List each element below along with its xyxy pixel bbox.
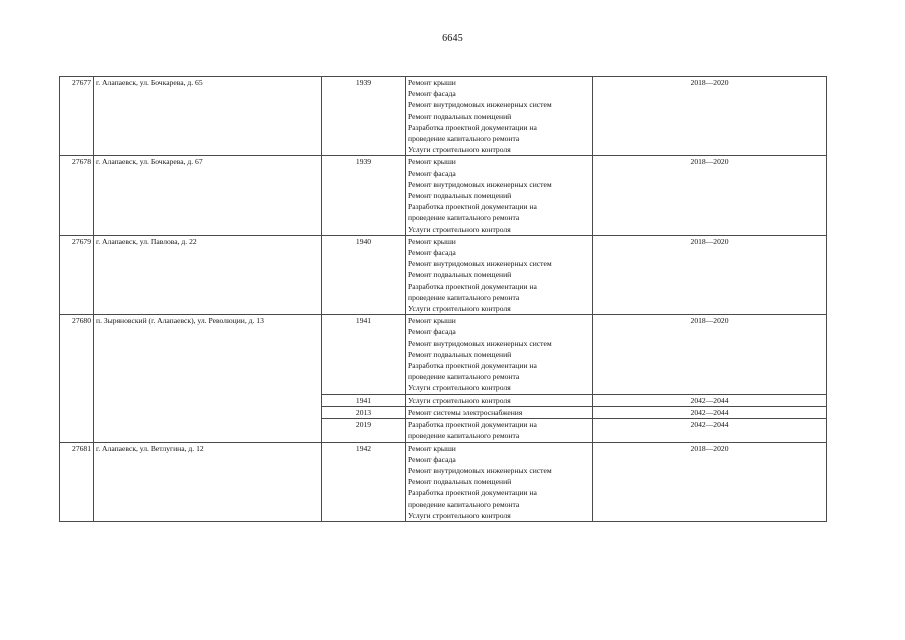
row-number: 27681 [60, 442, 94, 521]
work-item: Разработка проектной документации на [408, 202, 537, 212]
year-cell: 1941 [322, 315, 406, 394]
work-item: проведение капитального ремонта [408, 431, 520, 441]
work-item: Ремонт подвальных помещений [408, 349, 512, 359]
work-item: проведение капитального ремонта [408, 213, 520, 223]
address-cell: г. Алапаевск, ул. Бочкарева, д. 65 [94, 77, 322, 156]
works-cell [406, 235, 593, 314]
year-cell: 1941 [322, 394, 406, 406]
table-row [60, 315, 827, 394]
work-item: Ремонт подвальных помещений [408, 477, 512, 487]
year-cell: 1939 [322, 77, 406, 156]
registry-table-body [60, 77, 827, 522]
work-item: Разработка проектной документации на [408, 420, 537, 430]
work-item: Разработка проектной документации на [408, 361, 537, 371]
work-item: Ремонт крыши [408, 157, 456, 167]
row-number: 27678 [60, 156, 94, 235]
page-number: 6645 [442, 33, 463, 44]
row-number: 27680 [60, 315, 94, 442]
row-number: 27679 [60, 235, 94, 314]
work-item: Ремонт фасада [408, 89, 456, 99]
work-item: Услуги строительного контроля [408, 224, 511, 234]
work-item: Ремонт подвальных помещений [408, 111, 512, 121]
works-cell [406, 156, 593, 235]
work-item: Разработка проектной документации на [408, 122, 537, 132]
year-cell: 2019 [322, 419, 406, 442]
works-cell [406, 77, 593, 156]
work-item: проведение капитального ремонта [408, 292, 520, 302]
table-row [60, 442, 827, 521]
table-row [60, 235, 827, 314]
address-cell: г. Алапаевск, ул. Ветлугина, д. 12 [94, 442, 322, 521]
period-cell: 2018—2020 [593, 77, 827, 156]
work-item: Ремонт крыши [408, 78, 456, 87]
work-item: Ремонт системы электроснабжения [408, 407, 523, 417]
period-cell: 2042—2044 [593, 419, 827, 442]
work-item: Ремонт фасада [408, 454, 456, 464]
period-cell: 2018—2020 [593, 156, 827, 235]
address-cell: г. Алапаевск, ул. Павлова, д. 22 [94, 235, 322, 314]
work-item: Ремонт крыши [408, 443, 456, 453]
row-number: 27677 [60, 77, 94, 156]
registry-table [59, 76, 827, 522]
work-item: Услуги строительного контроля [408, 145, 511, 155]
work-item: Ремонт внутридомовых инженерных систем [408, 100, 552, 110]
work-item: проведение капитального ремонта [408, 499, 520, 509]
period-cell: 2042—2044 [593, 406, 827, 418]
works-cell [406, 315, 593, 394]
period-cell: 2018—2020 [593, 235, 827, 314]
year-cell: 2013 [322, 406, 406, 418]
period-cell: 2018—2020 [593, 315, 827, 394]
work-item: Ремонт крыши [408, 316, 456, 326]
work-item: Ремонт внутридомовых инженерных систем [408, 179, 552, 189]
address-cell: п. Зыряновский (г. Алапаевск), ул. Революции, д. 13 [94, 315, 322, 442]
works-cell [406, 442, 593, 521]
work-item: Разработка проектной документации на [408, 488, 537, 498]
works-cell [406, 406, 593, 418]
work-item: Ремонт подвальных помещений [408, 191, 512, 201]
work-item: Ремонт внутридомовых инженерных систем [408, 259, 552, 269]
work-item: проведение капитального ремонта [408, 134, 520, 144]
work-item: Ремонт фасада [408, 168, 456, 178]
table-row [60, 156, 827, 235]
work-item: Ремонт внутридомовых инженерных систем [408, 465, 552, 475]
works-cell [406, 419, 593, 442]
year-cell: 1939 [322, 156, 406, 235]
work-item: проведение капитального ремонта [408, 372, 520, 382]
work-item: Ремонт крыши [408, 236, 456, 246]
period-cell: 2042—2044 [593, 394, 827, 406]
work-item: Разработка проектной документации на [408, 281, 537, 291]
work-item: Услуги строительного контроля [408, 383, 511, 393]
work-item: Услуги строительного контроля [408, 510, 511, 520]
table-row [60, 77, 827, 156]
period-cell: 2018—2020 [593, 442, 827, 521]
works-cell [406, 394, 593, 406]
year-cell: 1942 [322, 442, 406, 521]
work-item: Ремонт подвальных помещений [408, 270, 512, 280]
address-cell: г. Алапаевск, ул. Бочкарева, д. 67 [94, 156, 322, 235]
work-item: Ремонт фасада [408, 327, 456, 337]
work-item: Ремонт внутридомовых инженерных систем [408, 338, 552, 348]
work-item: Ремонт фасада [408, 248, 456, 258]
work-item: Услуги строительного контроля [408, 304, 511, 314]
work-item: Услуги строительного контроля [408, 395, 511, 405]
year-cell: 1940 [322, 235, 406, 314]
